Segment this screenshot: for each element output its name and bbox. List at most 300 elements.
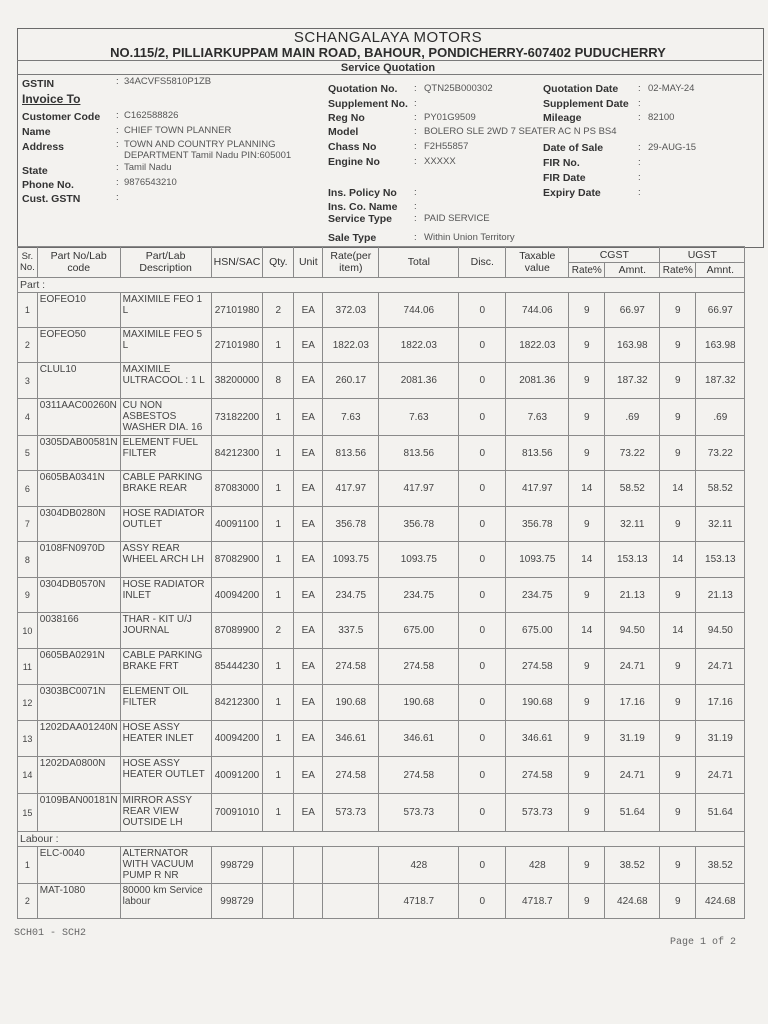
sale-type-label: Sale Type bbox=[328, 232, 377, 244]
row-qty: 1 bbox=[263, 721, 294, 757]
row-qty: 1 bbox=[263, 436, 294, 471]
row-ugst-rate: 9 bbox=[660, 578, 696, 613]
service-type-value: PAID SERVICE bbox=[424, 213, 490, 224]
row-description: MAXIMILE FEO 5 L bbox=[120, 328, 211, 363]
mileage-value: 82100 bbox=[648, 112, 675, 123]
row-cgst-rate: 9 bbox=[569, 507, 605, 542]
row-qty bbox=[263, 847, 294, 884]
row-unit: EA bbox=[294, 399, 323, 436]
row-description: MAXIMILE FEO 1 L bbox=[120, 293, 211, 328]
service-type-label: Service Type bbox=[328, 213, 393, 225]
row-disc: 0 bbox=[459, 649, 506, 685]
row-cgst-amount: 187.32 bbox=[605, 363, 660, 399]
row-disc: 0 bbox=[459, 794, 506, 832]
col-description: Part/Lab Description bbox=[120, 247, 211, 278]
table-row bbox=[18, 685, 745, 721]
row-cgst-amount: 32.11 bbox=[605, 507, 660, 542]
row-taxable: 1093.75 bbox=[506, 542, 569, 578]
model-label: Model bbox=[328, 126, 359, 138]
row-cgst-amount: 94.50 bbox=[605, 613, 660, 649]
row-part-code: EOFEO50 bbox=[37, 328, 120, 363]
row-cgst-rate: 9 bbox=[569, 363, 605, 399]
row-description: HOSE RADIATOR OUTLET bbox=[120, 507, 211, 542]
row-cgst-rate: 9 bbox=[569, 884, 605, 919]
row-taxable: 4718.7 bbox=[506, 884, 569, 919]
company-address: NO.115/2, PILLIARKUPPAM MAIN ROAD, BAHOUR, PONDICHERRY-607402 PUDUCHERRY bbox=[110, 45, 666, 60]
row-cgst-amount: 21.13 bbox=[605, 578, 660, 613]
fir-date-label: FIR Date bbox=[543, 172, 586, 184]
col-cgst-amount: Amnt. bbox=[605, 263, 660, 278]
row-unit bbox=[294, 847, 323, 884]
gstin-label: GSTIN bbox=[22, 78, 55, 90]
col-qty: Qty. bbox=[263, 247, 294, 278]
table-row bbox=[18, 649, 745, 685]
row-unit: EA bbox=[294, 578, 323, 613]
row-ugst-amount: 51.64 bbox=[696, 794, 745, 832]
row-description: THAR - KIT U/J JOURNAL bbox=[120, 613, 211, 649]
row-unit: EA bbox=[294, 757, 323, 794]
supplement-date-label: Supplement Date bbox=[543, 98, 629, 110]
row-total: 7.63 bbox=[379, 399, 459, 436]
row-cgst-rate: 9 bbox=[569, 847, 605, 884]
col-sr: Sr. No. bbox=[18, 247, 38, 278]
row-unit: EA bbox=[294, 436, 323, 471]
divider bbox=[17, 74, 762, 75]
row-ugst-rate: 14 bbox=[660, 613, 696, 649]
row-ugst-amount: 424.68 bbox=[696, 884, 745, 919]
row-qty: 1 bbox=[263, 542, 294, 578]
customer-code-value: C162588826 bbox=[124, 110, 179, 121]
row-cgst-rate: 14 bbox=[569, 542, 605, 578]
row-total: 234.75 bbox=[379, 578, 459, 613]
row-taxable: 744.06 bbox=[506, 293, 569, 328]
row-part-code: 0038166 bbox=[37, 613, 120, 649]
row-part-code: EOFEO10 bbox=[37, 293, 120, 328]
row-taxable: 1822.03 bbox=[506, 328, 569, 363]
row-taxable: 190.68 bbox=[506, 685, 569, 721]
row-part-code: CLUL10 bbox=[37, 363, 120, 399]
row-disc: 0 bbox=[459, 578, 506, 613]
row-total: 274.58 bbox=[379, 649, 459, 685]
col-rate: Rate(per item) bbox=[323, 247, 379, 278]
row-cgst-rate: 9 bbox=[569, 685, 605, 721]
row-ugst-rate: 14 bbox=[660, 471, 696, 507]
row-ugst-rate: 9 bbox=[660, 507, 696, 542]
row-ugst-rate: 9 bbox=[660, 884, 696, 919]
row-cgst-rate: 14 bbox=[569, 613, 605, 649]
engine-no-value: XXXXX bbox=[424, 156, 456, 167]
fir-no-label: FIR No. bbox=[543, 157, 580, 169]
row-total: 274.58 bbox=[379, 757, 459, 794]
section-row bbox=[18, 278, 745, 293]
engine-no-label: Engine No bbox=[328, 156, 380, 168]
row-cgst-amount: 153.13 bbox=[605, 542, 660, 578]
customer-code-label: Customer Code bbox=[22, 111, 101, 123]
quotation-no-label: Quotation No. bbox=[328, 83, 398, 95]
row-qty: 1 bbox=[263, 578, 294, 613]
row-taxable: 274.58 bbox=[506, 649, 569, 685]
row-sr: 9 bbox=[18, 578, 38, 613]
row-sr: 10 bbox=[18, 613, 38, 649]
row-unit: EA bbox=[294, 471, 323, 507]
row-taxable: 2081.36 bbox=[506, 363, 569, 399]
table-row bbox=[18, 794, 745, 832]
footer-page-number: Page 1 of 2 bbox=[670, 937, 737, 948]
row-part-code: 0605BA0341N bbox=[37, 471, 120, 507]
supplement-no-label: Supplement No. bbox=[328, 98, 408, 110]
mileage-label: Mileage bbox=[543, 112, 582, 124]
row-ugst-amount: 187.32 bbox=[696, 363, 745, 399]
row-qty: 1 bbox=[263, 471, 294, 507]
table-row bbox=[18, 328, 745, 363]
row-disc: 0 bbox=[459, 363, 506, 399]
row-hsn: 84212300 bbox=[211, 685, 263, 721]
row-total: 2081.36 bbox=[379, 363, 459, 399]
row-taxable: 428 bbox=[506, 847, 569, 884]
row-rate: 337.5 bbox=[323, 613, 379, 649]
row-cgst-amount: 51.64 bbox=[605, 794, 660, 832]
row-total: 675.00 bbox=[379, 613, 459, 649]
row-disc: 0 bbox=[459, 757, 506, 794]
row-unit: EA bbox=[294, 542, 323, 578]
row-qty: 2 bbox=[263, 293, 294, 328]
row-disc: 0 bbox=[459, 721, 506, 757]
row-qty: 8 bbox=[263, 363, 294, 399]
table-row bbox=[18, 399, 745, 436]
row-total: 1822.03 bbox=[379, 328, 459, 363]
row-cgst-rate: 9 bbox=[569, 721, 605, 757]
row-unit: EA bbox=[294, 507, 323, 542]
row-taxable: 813.56 bbox=[506, 436, 569, 471]
row-qty: 1 bbox=[263, 399, 294, 436]
table-row bbox=[18, 578, 745, 613]
row-sr: 15 bbox=[18, 794, 38, 832]
address-line-2: DEPARTMENT Tamil Nadu PIN:605001 bbox=[124, 150, 292, 161]
row-sr: 2 bbox=[18, 884, 38, 919]
row-ugst-amount: 17.16 bbox=[696, 685, 745, 721]
ins-co-label: Ins. Co. Name bbox=[328, 201, 398, 213]
row-taxable: 7.63 bbox=[506, 399, 569, 436]
row-rate: 372.03 bbox=[323, 293, 379, 328]
row-cgst-amount: 24.71 bbox=[605, 757, 660, 794]
row-sr: 5 bbox=[18, 436, 38, 471]
row-sr: 12 bbox=[18, 685, 38, 721]
row-rate: 190.68 bbox=[323, 685, 379, 721]
row-hsn: 70091010 bbox=[211, 794, 263, 832]
row-cgst-amount: 38.52 bbox=[605, 847, 660, 884]
row-rate: 1822.03 bbox=[323, 328, 379, 363]
document-title: Service Quotation bbox=[340, 62, 436, 74]
row-cgst-rate: 9 bbox=[569, 794, 605, 832]
row-description: 80000 km Service labour bbox=[120, 884, 211, 919]
row-cgst-amount: 31.19 bbox=[605, 721, 660, 757]
row-unit: EA bbox=[294, 721, 323, 757]
row-ugst-amount: 58.52 bbox=[696, 471, 745, 507]
row-rate: 1093.75 bbox=[323, 542, 379, 578]
section-row bbox=[18, 832, 745, 847]
row-rate: 274.58 bbox=[323, 757, 379, 794]
row-rate: 573.73 bbox=[323, 794, 379, 832]
row-description: ALTERNATOR WITH VACUUM PUMP R NR bbox=[120, 847, 211, 884]
model-value: BOLERO SLE 2WD 7 SEATER AC N PS BS4 bbox=[424, 126, 617, 137]
row-taxable: 346.61 bbox=[506, 721, 569, 757]
row-ugst-amount: 24.71 bbox=[696, 757, 745, 794]
row-part-code: 0304DB0280N bbox=[37, 507, 120, 542]
row-disc: 0 bbox=[459, 399, 506, 436]
row-cgst-rate: 9 bbox=[569, 328, 605, 363]
footer-left: SCH01 - SCH2 bbox=[14, 928, 87, 939]
date-of-sale-label: Date of Sale bbox=[543, 142, 604, 154]
row-unit: EA bbox=[294, 613, 323, 649]
table-row bbox=[18, 847, 745, 884]
row-ugst-amount: 73.22 bbox=[696, 436, 745, 471]
row-total: 4718.7 bbox=[379, 884, 459, 919]
gstin-value: 34ACVFS5810P1ZB bbox=[124, 76, 212, 87]
row-hsn: 998729 bbox=[211, 884, 263, 919]
row-hsn: 38200000 bbox=[211, 363, 263, 399]
row-rate: 234.75 bbox=[323, 578, 379, 613]
row-rate: 274.58 bbox=[323, 649, 379, 685]
row-cgst-amount: 66.97 bbox=[605, 293, 660, 328]
row-taxable: 417.97 bbox=[506, 471, 569, 507]
state-label: State bbox=[22, 165, 48, 177]
row-total: 346.61 bbox=[379, 721, 459, 757]
row-disc: 0 bbox=[459, 884, 506, 919]
row-total: 813.56 bbox=[379, 436, 459, 471]
section-label: Labour : bbox=[18, 832, 745, 847]
table-row bbox=[18, 721, 745, 757]
row-hsn: 27101980 bbox=[211, 328, 263, 363]
row-cgst-amount: 163.98 bbox=[605, 328, 660, 363]
chass-no-label: Chass No bbox=[328, 141, 377, 153]
table-row bbox=[18, 542, 745, 578]
chass-no-value: F2H55857 bbox=[424, 141, 469, 152]
row-taxable: 356.78 bbox=[506, 507, 569, 542]
row-rate: 260.17 bbox=[323, 363, 379, 399]
name-label: Name bbox=[22, 126, 51, 138]
row-ugst-rate: 9 bbox=[660, 847, 696, 884]
row-sr: 1 bbox=[18, 847, 38, 884]
row-cgst-amount: 17.16 bbox=[605, 685, 660, 721]
row-rate: 356.78 bbox=[323, 507, 379, 542]
table-row bbox=[18, 613, 745, 649]
row-cgst-rate: 9 bbox=[569, 757, 605, 794]
row-description: HOSE ASSY HEATER INLET bbox=[120, 721, 211, 757]
table-row bbox=[18, 757, 745, 794]
divider bbox=[17, 60, 762, 61]
row-part-code: 0303BC0071N bbox=[37, 685, 120, 721]
row-cgst-amount: 424.68 bbox=[605, 884, 660, 919]
row-disc: 0 bbox=[459, 293, 506, 328]
row-ugst-rate: 9 bbox=[660, 328, 696, 363]
row-part-code: ELC-0040 bbox=[37, 847, 120, 884]
row-hsn: 87089900 bbox=[211, 613, 263, 649]
row-cgst-rate: 9 bbox=[569, 399, 605, 436]
items-table bbox=[17, 246, 745, 919]
date-of-sale-value: 29-AUG-15 bbox=[648, 142, 697, 153]
row-rate: 813.56 bbox=[323, 436, 379, 471]
row-part-code: 1202DAA01240N bbox=[37, 721, 120, 757]
ins-policy-label: Ins. Policy No bbox=[328, 187, 397, 199]
row-rate: 346.61 bbox=[323, 721, 379, 757]
phone-value: 9876543210 bbox=[124, 177, 177, 188]
row-ugst-rate: 9 bbox=[660, 794, 696, 832]
row-disc: 0 bbox=[459, 471, 506, 507]
name-value: CHIEF TOWN PLANNER bbox=[124, 125, 232, 136]
row-description: HOSE ASSY HEATER OUTLET bbox=[120, 757, 211, 794]
row-disc: 0 bbox=[459, 328, 506, 363]
row-cgst-rate: 14 bbox=[569, 471, 605, 507]
row-total: 190.68 bbox=[379, 685, 459, 721]
row-ugst-amount: 32.11 bbox=[696, 507, 745, 542]
row-description: ASSY REAR WHEEL ARCH LH bbox=[120, 542, 211, 578]
col-ugst: UGST bbox=[660, 247, 745, 263]
row-taxable: 573.73 bbox=[506, 794, 569, 832]
row-part-code: MAT-1080 bbox=[37, 884, 120, 919]
row-qty: 1 bbox=[263, 757, 294, 794]
row-sr: 1 bbox=[18, 293, 38, 328]
col-hsn: HSN/SAC bbox=[211, 247, 263, 278]
quotation-date-value: 02-MAY-24 bbox=[648, 83, 695, 94]
row-hsn: 84212300 bbox=[211, 436, 263, 471]
row-cgst-amount: 24.71 bbox=[605, 649, 660, 685]
state-value: Tamil Nadu bbox=[124, 162, 172, 173]
row-sr: 8 bbox=[18, 542, 38, 578]
row-ugst-amount: 24.71 bbox=[696, 649, 745, 685]
row-unit: EA bbox=[294, 649, 323, 685]
row-ugst-amount: 31.19 bbox=[696, 721, 745, 757]
table-row bbox=[18, 471, 745, 507]
phone-label: Phone No. bbox=[22, 179, 74, 191]
row-hsn: 40094200 bbox=[211, 578, 263, 613]
row-rate: 7.63 bbox=[323, 399, 379, 436]
row-qty: 1 bbox=[263, 328, 294, 363]
table-row bbox=[18, 884, 745, 919]
row-part-code: 0109BAN00181N bbox=[37, 794, 120, 832]
row-rate: 417.97 bbox=[323, 471, 379, 507]
row-sr: 2 bbox=[18, 328, 38, 363]
reg-no-label: Reg No bbox=[328, 112, 365, 124]
row-qty: 1 bbox=[263, 507, 294, 542]
row-unit: EA bbox=[294, 794, 323, 832]
row-unit: EA bbox=[294, 363, 323, 399]
row-disc: 0 bbox=[459, 847, 506, 884]
row-qty: 1 bbox=[263, 685, 294, 721]
col-total: Total bbox=[379, 247, 459, 278]
row-taxable: 234.75 bbox=[506, 578, 569, 613]
address-line-1: TOWN AND COUNTRY PLANNING bbox=[124, 139, 276, 150]
row-ugst-amount: 21.13 bbox=[696, 578, 745, 613]
col-unit: Unit bbox=[294, 247, 323, 278]
row-sr: 14 bbox=[18, 757, 38, 794]
row-rate bbox=[323, 847, 379, 884]
row-cgst-rate: 9 bbox=[569, 578, 605, 613]
col-cgst-rate: Rate% bbox=[569, 263, 605, 278]
row-ugst-rate: 9 bbox=[660, 757, 696, 794]
row-disc: 0 bbox=[459, 685, 506, 721]
company-name: SCHANGALAYA MOTORS bbox=[293, 29, 483, 46]
row-sr: 3 bbox=[18, 363, 38, 399]
row-ugst-rate: 9 bbox=[660, 293, 696, 328]
row-ugst-amount: 163.98 bbox=[696, 328, 745, 363]
row-ugst-rate: 9 bbox=[660, 436, 696, 471]
row-hsn: 27101980 bbox=[211, 293, 263, 328]
quotation-sheet: SCHANGALAYA MOTORS NO.115/2, PILLIARKUPPAM MAIN ROAD, BAHOUR, PONDICHERRY-607402 PUDUCHERRY Service Quotation GSTIN : 34ACVFS5810P1ZB Invoice To Customer Code : C162588826 Name : CHIEF TOWN PLANNER Address : TOWN AND COUNTRY PLANNING DEPARTMENT Tamil Nadu PIN:605001 State : Tamil Nadu Phone No. : 9876543210 Cust. GSTN : Quotation No. : QTN25B000302 Supplement No. : Reg No : PY01G9509 Model : BOLERO SLE 2WD 7 SEATER AC N PS BS4 Chass No : F2H55857 Engine No : XXXXX Ins. Policy No : Ins. Co. Name : Service Type : PAID SERVICE Sale Type : Within Union Territory Quotation Date : 02-MAY-24 Supplement Date : Mileage : 82100 Date of Sale : 29-AUG-15 FIR No. : FIR Date : Expiry Date : Sr. No. Part No/Lab code Part/Lab Description HSN/SAC Qty. Unit Rate(per item) Total Disc. Taxable value CGST UGST Rate% Amnt. Rate% Amnt. Part : 1 EOFEO10 MAXIMILE FEO 1 L 27101980 2 EA 372.03 744.06 0 744.06 9 66.97 9 66.97 2 EOFEO50 MAXIMILE FEO 5 L 27101980 1 EA 1822.03 1822.03 0 1822.03 9 163.98 9 163.98 3 CLUL10 MAXIMILE ULTRACOOL : 1 L 38200000 8 EA 260.17 2081.36 0 2081.36 9 187.32 9 187.32 4 0311AAC00260N CU NON ASBESTOS WASHER DIA. 16 73182200 1 EA 7.63 7.63 0 7.63 9 .69 9 .69 5 0305DAB00581N ELEMENT FUEL FILTER 84212300 1 EA 813.56 813.56 0 813.56 9 73.22 9 73.22 6 0605BA0341N CABLE PARKING BRAKE REAR 87083000 1 EA 417.97 417.97 0 417.97 14 58.52 14 58.52 7 0304DB0280N HOSE RADIATOR OUTLET 40091100 1 EA 356.78 356.78 0 356.78 9 32.11 9 32.11 8 0108FN0970D ASSY REAR WHEEL ARCH LH 87082900 1 EA 1093.75 1093.75 0 1093.75 14 153.13 14 153.13 9 0304DB0570N HOSE RADIATOR INLET 40094200 1 EA 234.75 234.75 0 234.75 9 21.13 9 21.13 10 0038166 THAR - KIT U/J JOURNAL 87089900 2 EA 337.5 675.00 0 675.00 14 94.50 14 94.50 11 0605BA0291N CABLE PARKING BRAKE FRT 85444230 1 EA 274.58 274.58 0 274.58 9 24.71 9 24.71 12 0303BC0071N ELEMENT OIL FILTER 84212300 1 EA 190.68 190.68 0 190.68 9 17.16 9 17.16 13 1202DAA01240N HOSE ASSY HEATER INLET 40094200 1 EA 346.61 346.61 0 346.61 9 31.19 9 31.19 14 1202DA0800N HOSE ASSY HEATER OUTLET 40091200 1 EA 274.58 274.58 0 274.58 9 24.71 9 24.71 15 0109BAN00181N MIRROR ASSY REAR VIEW OUTSIDE LH 70091010 1 EA 573.73 573.73 0 573.73 9 51.64 9 51.64 Labour : 1 ELC-0040 ALTERNATOR WITH VACUUM PUMP R NR 998729 428 0 428 9 38.52 9 38.52 2 MAT-1080 80000 km Service labour 998729 4718.7 0 4718.7 9 424.68 9 424.68 bbox=[14, 28, 762, 928]
row-description: CABLE PARKING BRAKE REAR bbox=[120, 471, 211, 507]
row-ugst-rate: 9 bbox=[660, 363, 696, 399]
row-hsn: 87082900 bbox=[211, 542, 263, 578]
row-ugst-rate: 9 bbox=[660, 649, 696, 685]
row-hsn: 40091200 bbox=[211, 757, 263, 794]
row-description: ELEMENT FUEL FILTER bbox=[120, 436, 211, 471]
row-description: CU NON ASBESTOS WASHER DIA. 16 bbox=[120, 399, 211, 436]
row-part-code: 1202DA0800N bbox=[37, 757, 120, 794]
row-description: MAXIMILE ULTRACOOL : 1 L bbox=[120, 363, 211, 399]
row-unit: EA bbox=[294, 293, 323, 328]
row-ugst-rate: 9 bbox=[660, 721, 696, 757]
row-total: 428 bbox=[379, 847, 459, 884]
row-hsn: 40094200 bbox=[211, 721, 263, 757]
row-total: 573.73 bbox=[379, 794, 459, 832]
row-disc: 0 bbox=[459, 542, 506, 578]
quotation-no-value: QTN25B000302 bbox=[424, 83, 493, 94]
row-cgst-rate: 9 bbox=[569, 649, 605, 685]
row-part-code: 0108FN0970D bbox=[37, 542, 120, 578]
row-cgst-amount: 58.52 bbox=[605, 471, 660, 507]
row-rate bbox=[323, 884, 379, 919]
row-description: CABLE PARKING BRAKE FRT bbox=[120, 649, 211, 685]
invoice-to-heading: Invoice To bbox=[22, 92, 81, 106]
row-disc: 0 bbox=[459, 436, 506, 471]
row-part-code: 0304DB0570N bbox=[37, 578, 120, 613]
row-ugst-amount: 94.50 bbox=[696, 613, 745, 649]
row-qty bbox=[263, 884, 294, 919]
row-cgst-rate: 9 bbox=[569, 293, 605, 328]
table-row bbox=[18, 436, 745, 471]
row-cgst-amount: 73.22 bbox=[605, 436, 660, 471]
row-taxable: 274.58 bbox=[506, 757, 569, 794]
table-row bbox=[18, 363, 745, 399]
row-qty: 1 bbox=[263, 649, 294, 685]
row-total: 1093.75 bbox=[379, 542, 459, 578]
row-disc: 0 bbox=[459, 613, 506, 649]
row-disc: 0 bbox=[459, 507, 506, 542]
section-label: Part : bbox=[18, 278, 745, 293]
row-ugst-amount: 153.13 bbox=[696, 542, 745, 578]
row-unit: EA bbox=[294, 685, 323, 721]
col-taxable: Taxable value bbox=[506, 247, 569, 278]
row-part-code: 0311AAC00260N bbox=[37, 399, 120, 436]
row-hsn: 40091100 bbox=[211, 507, 263, 542]
col-ugst-rate: Rate% bbox=[660, 263, 696, 278]
row-hsn: 87083000 bbox=[211, 471, 263, 507]
row-part-code: 0605BA0291N bbox=[37, 649, 120, 685]
cust-gstn-label: Cust. GSTN bbox=[22, 193, 81, 205]
row-total: 356.78 bbox=[379, 507, 459, 542]
address-label: Address bbox=[22, 141, 65, 153]
sale-type-value: Within Union Territory bbox=[424, 232, 515, 243]
row-ugst-rate: 9 bbox=[660, 685, 696, 721]
row-ugst-amount: .69 bbox=[696, 399, 745, 436]
expiry-date-label: Expiry Date bbox=[543, 187, 601, 199]
col-disc: Disc. bbox=[459, 247, 506, 278]
row-sr: 4 bbox=[18, 399, 38, 436]
table-row bbox=[18, 507, 745, 542]
row-part-code: 0305DAB00581N bbox=[37, 436, 120, 471]
row-qty: 1 bbox=[263, 794, 294, 832]
row-description: ELEMENT OIL FILTER bbox=[120, 685, 211, 721]
row-unit bbox=[294, 884, 323, 919]
